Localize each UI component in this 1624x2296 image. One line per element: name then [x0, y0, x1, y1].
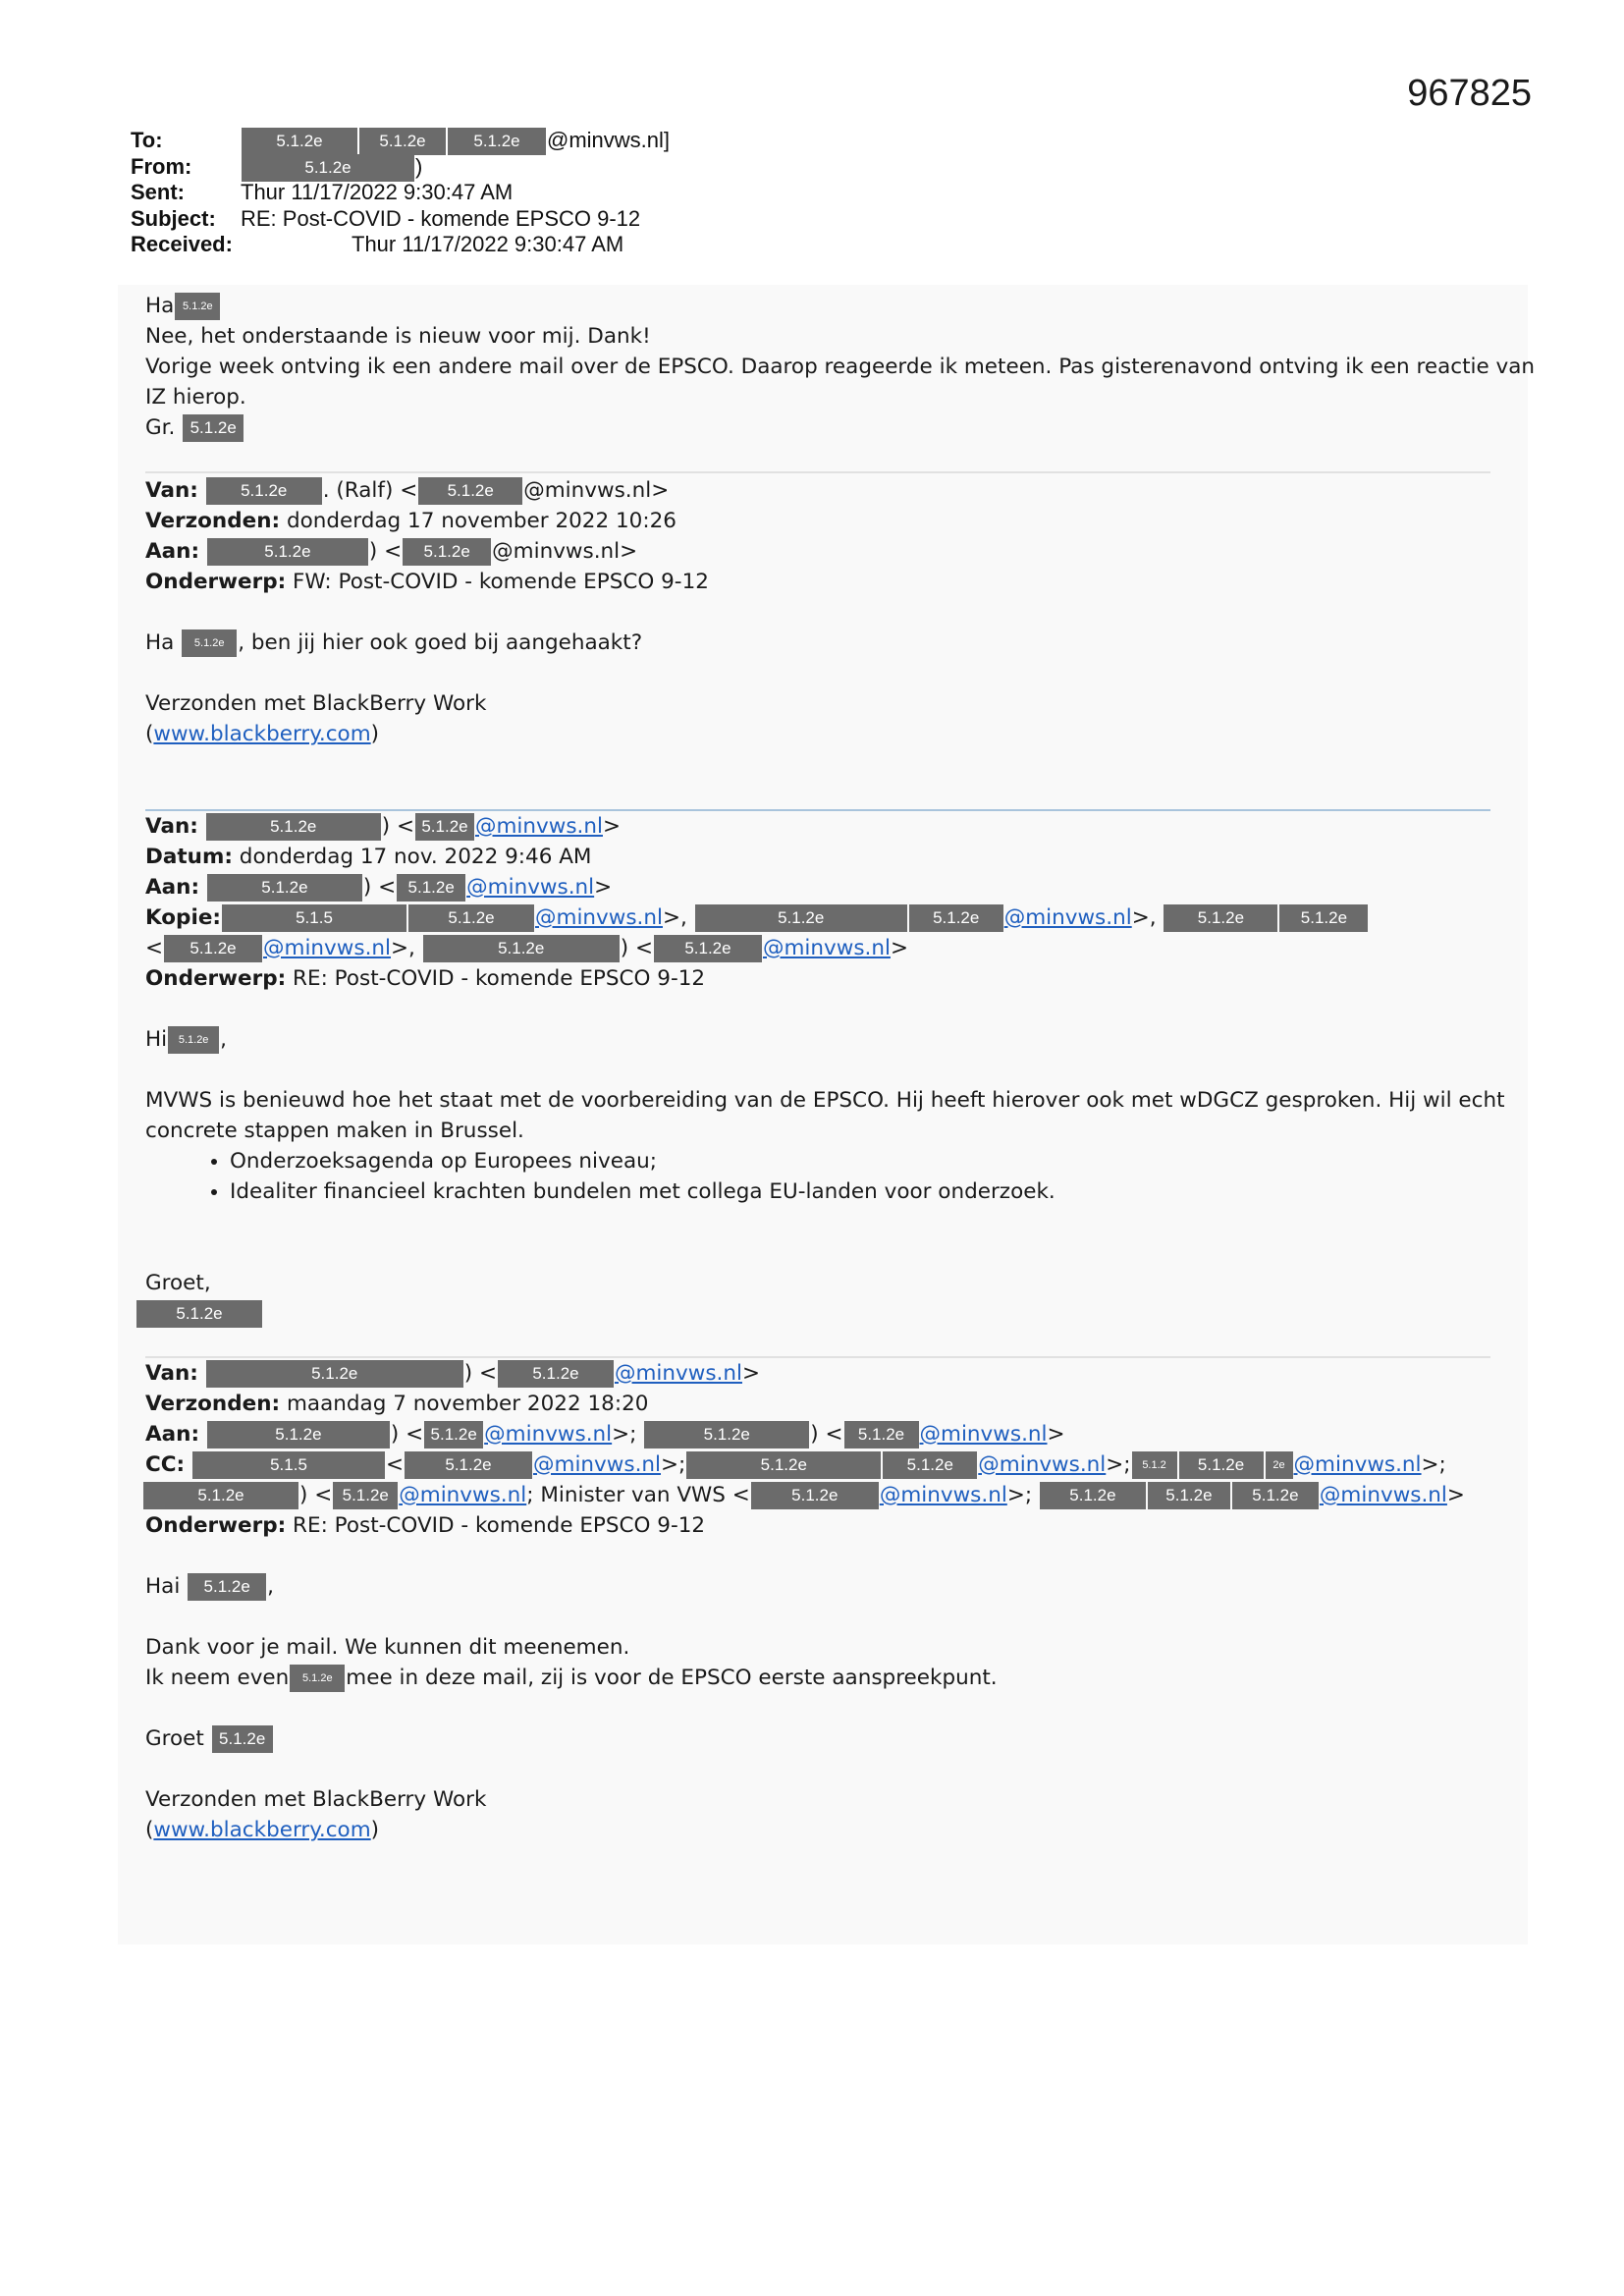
blackberry-link[interactable]: www.blackberry.com: [153, 722, 371, 746]
redaction: 5.1.2e: [1148, 1482, 1230, 1509]
redaction: 5.1.2e: [168, 1026, 219, 1054]
list-item: • Idealiter financieel krachten bundelen met collega EU-landen voor onderzoek.: [230, 1176, 1490, 1207]
email-link[interactable]: @minvws.nl: [1319, 1483, 1447, 1507]
message-1: [145, 291, 1536, 443]
redaction: 5.1.2e: [498, 1360, 614, 1388]
redaction: 5.1.2e: [448, 128, 546, 155]
redaction: 5.1.2e: [136, 1300, 262, 1328]
cc-row: CC: 5.1.5 < 5.1.2e @minvws.nl>; 5.1.2e 5.1.2e @minvws.nl>; 5.1.2 5.1.2e 2e @minvws.nl>;: [145, 1452, 1446, 1477]
sent-value: Thur 11/17/2022 9:30:47 AM: [241, 180, 514, 204]
paragraph-line: Vorige week ontving ik een andere mail over de EPSCO. Daarop reageerde ik meteen. Pas gisterenavond ontving ik een reactie van: [145, 355, 1536, 379]
redaction: 2e: [1266, 1451, 1293, 1479]
redaction: 5.1.2e: [212, 1725, 273, 1753]
redaction: 5.1.2e: [397, 874, 465, 902]
email-link[interactable]: @minvws.nl: [614, 1361, 742, 1386]
paragraph-line: concrete stappen maken in Brussel.: [145, 1119, 524, 1143]
redaction: 5.1.5: [192, 1451, 385, 1479]
to-row: [131, 128, 670, 154]
redaction: 5.1.2e: [207, 874, 362, 902]
email-link[interactable]: @minvws.nl: [399, 1483, 527, 1507]
paragraph-line: Ik neem even 5.1.2e mee in deze mail, zij is voor de EPSCO eerste aanspreekpunt.: [145, 1666, 998, 1690]
onderwerp-row: Onderwerp: RE: Post-COVID - komende EPSCO 9-12: [145, 966, 706, 991]
redaction: 5.1.2e: [403, 538, 491, 566]
redaction: 5.1.2e: [1279, 904, 1368, 932]
from-tail: ): [415, 153, 423, 179]
redaction: 5.1.2e: [290, 1665, 345, 1692]
redaction: 5.1.2e: [242, 154, 414, 182]
redaction: 5.1.2e: [415, 813, 474, 841]
onderwerp-row: Onderwerp: FW: Post-COVID - komende EPSCO 9-12: [145, 570, 709, 594]
van-row: Van: 5.1.2e . (Ralf) < 5.1.2e @minvws.nl>: [145, 478, 670, 503]
received-row: [131, 232, 670, 258]
bullet-list: [145, 1146, 1490, 1207]
redaction: 5.1.2e: [188, 1573, 266, 1601]
aan-row: Aan: 5.1.2e ) < 5.1.2e @minvws.nl>: [145, 875, 613, 900]
greeting: Ha 5.1.2e: [145, 291, 1490, 321]
email-link[interactable]: @minvws.nl: [533, 1452, 662, 1477]
redaction: 5.1.2e: [164, 935, 262, 962]
van-row: Van: 5.1.2e ) < 5.1.2e @minvws.nl>: [145, 814, 621, 839]
redaction: 5.1.2e: [175, 293, 220, 320]
redaction: 5.1.5: [222, 904, 406, 932]
redaction: 5.1.2e: [686, 1451, 881, 1479]
from-row: [131, 154, 670, 181]
signature-link-row: (www.blackberry.com): [145, 722, 380, 746]
kopie-row: Kopie: 5.1.5 5.1.2e @minvws.nl>, 5.1.2e 5.1.2e @minvws.nl>, 5.1.2e 5.1.2e: [145, 902, 1490, 933]
message-2: [145, 475, 1490, 749]
email-link[interactable]: @minvws.nl: [263, 936, 392, 960]
verzonden-row: Verzonden: maandag 7 november 2022 18:20: [145, 1392, 649, 1416]
received-value: Thur 11/17/2022 9:30:47 AM: [352, 232, 624, 256]
signature-link-row: (www.blackberry.com): [145, 1818, 380, 1842]
redaction: 5.1.2e: [418, 477, 522, 505]
redaction: 5.1.2e: [424, 1421, 483, 1449]
email-link[interactable]: @minvws.nl: [762, 936, 891, 960]
email-link[interactable]: @minvws.nl: [919, 1422, 1048, 1447]
redaction: 5.1.2e: [695, 904, 907, 932]
to-label: To:: [131, 128, 163, 152]
redaction: 5.1.2e: [333, 1482, 398, 1509]
redaction: 5.1.2e: [654, 935, 762, 962]
sent-label: Sent:: [131, 180, 185, 204]
email-link[interactable]: @minvws.nl: [484, 1422, 613, 1447]
kopie-row-cont: < 5.1.2e @minvws.nl>, 5.1.2e ) < 5.1.2e @minvws.nl>: [145, 936, 908, 960]
redaction: 5.1.2e: [405, 1451, 532, 1479]
greeting: Hi 5.1.2e ,: [145, 1027, 227, 1052]
subject-row: [131, 206, 670, 233]
redaction: 5.1.2e: [207, 1421, 390, 1449]
separator-line: [145, 471, 1490, 473]
email-link[interactable]: @minvws.nl: [535, 905, 663, 930]
datum-row: Datum: donderdag 17 nov. 2022 9:46 AM: [145, 845, 592, 869]
to-domain: @minvws.nl]: [547, 128, 671, 152]
redaction: 5.1.2e: [1164, 904, 1277, 932]
email-link[interactable]: @minvws.nl: [1003, 905, 1132, 930]
redaction: 5.1.2e: [183, 414, 244, 442]
redaction: 5.1.2e: [206, 1360, 463, 1388]
signature: Verzonden met BlackBerry Work: [145, 1787, 487, 1812]
document-number: 967825: [1407, 73, 1532, 114]
paragraph-line: Dank voor je mail. We kunnen dit meenemen.: [145, 1635, 630, 1660]
message-3: [145, 811, 1505, 1329]
redaction: 5.1.2e: [408, 904, 534, 932]
email-link[interactable]: @minvws.nl: [466, 875, 595, 900]
redaction: 5.1.2e: [182, 629, 237, 657]
closing: Gr. 5.1.2e: [145, 412, 1490, 443]
redaction: 5.1.2e: [143, 1482, 298, 1509]
redaction: 5.1.2e: [423, 935, 620, 962]
subject-label: Subject:: [131, 205, 216, 231]
redaction: 5.1.2e: [883, 1451, 977, 1479]
redaction: 5.1.2e: [242, 128, 357, 155]
from-label: From:: [131, 153, 192, 179]
subject-value: RE: Post-COVID - komende EPSCO 9-12: [241, 205, 641, 231]
redaction: 5.1.2e: [751, 1482, 879, 1509]
closing: Groet 5.1.2e: [145, 1723, 1490, 1754]
redaction: 5.1.2e: [206, 477, 322, 505]
paragraph-line: IZ hierop.: [145, 385, 246, 410]
cc-row-cont: 5.1.2e ) < 5.1.2e @minvws.nl; Minister van VWS < 5.1.2e @minvws.nl>; 5.1.2e 5.1.2e 5.1.2e @minvws.nl>: [145, 1480, 1490, 1510]
message-4: [145, 1358, 1490, 1845]
redaction: 5.1.2e: [1040, 1482, 1146, 1509]
email-print-header: [131, 128, 670, 258]
onderwerp-row: Onderwerp: RE: Post-COVID - komende EPSCO 9-12: [145, 1513, 706, 1538]
redaction: 5.1.2e: [909, 904, 1003, 932]
redaction: 5.1.2e: [1179, 1451, 1264, 1479]
email-link[interactable]: @minvws.nl: [879, 1483, 1007, 1507]
greeting: Ha 5.1.2e , ben jij hier ook goed bij aangehaakt?: [145, 630, 643, 655]
redaction: 5.1.2: [1132, 1451, 1177, 1479]
paragraph-line: Nee, het onderstaande is nieuw voor mij. Dank!: [145, 324, 651, 349]
greeting: Hai 5.1.2e ,: [145, 1574, 275, 1599]
email-link[interactable]: @minvws.nl: [474, 814, 603, 839]
redaction: 5.1.2e: [206, 813, 381, 841]
aan-row: Aan: 5.1.2e ) < 5.1.2e @minvws.nl>; 5.1.2e ) < 5.1.2e @minvws.nl>: [145, 1422, 1065, 1447]
list-item: • Onderzoeksagenda op Europees niveau;: [230, 1146, 1490, 1176]
redaction: 5.1.2e: [644, 1421, 809, 1449]
redaction: 5.1.2e: [844, 1421, 919, 1449]
redaction: 5.1.2e: [1232, 1482, 1319, 1509]
closing-redaction: [145, 1298, 1490, 1329]
email-link[interactable]: @minvws.nl: [1293, 1452, 1422, 1477]
paragraph-line: MVWS is benieuwd hoe het staat met de voorbereiding van de EPSCO. Hij heeft hierover ook met wDGCZ gesproken. Hij wil echt: [145, 1088, 1505, 1113]
van-row: Van: 5.1.2e ) < 5.1.2e @minvws.nl>: [145, 1361, 760, 1386]
signature: Verzonden met BlackBerry Work: [145, 691, 487, 716]
redaction: 5.1.2e: [207, 538, 368, 566]
aan-row: Aan: 5.1.2e ) < 5.1.2e @minvws.nl>: [145, 539, 638, 564]
verzonden-row: Verzonden: donderdag 17 november 2022 10:26: [145, 509, 677, 533]
sent-row: [131, 180, 670, 206]
received-label: Received:: [131, 232, 233, 256]
closing: Groet,: [145, 1271, 211, 1295]
redaction: 5.1.2e: [359, 128, 446, 155]
blackberry-link[interactable]: www.blackberry.com: [153, 1818, 371, 1842]
email-link[interactable]: @minvws.nl: [978, 1452, 1107, 1477]
